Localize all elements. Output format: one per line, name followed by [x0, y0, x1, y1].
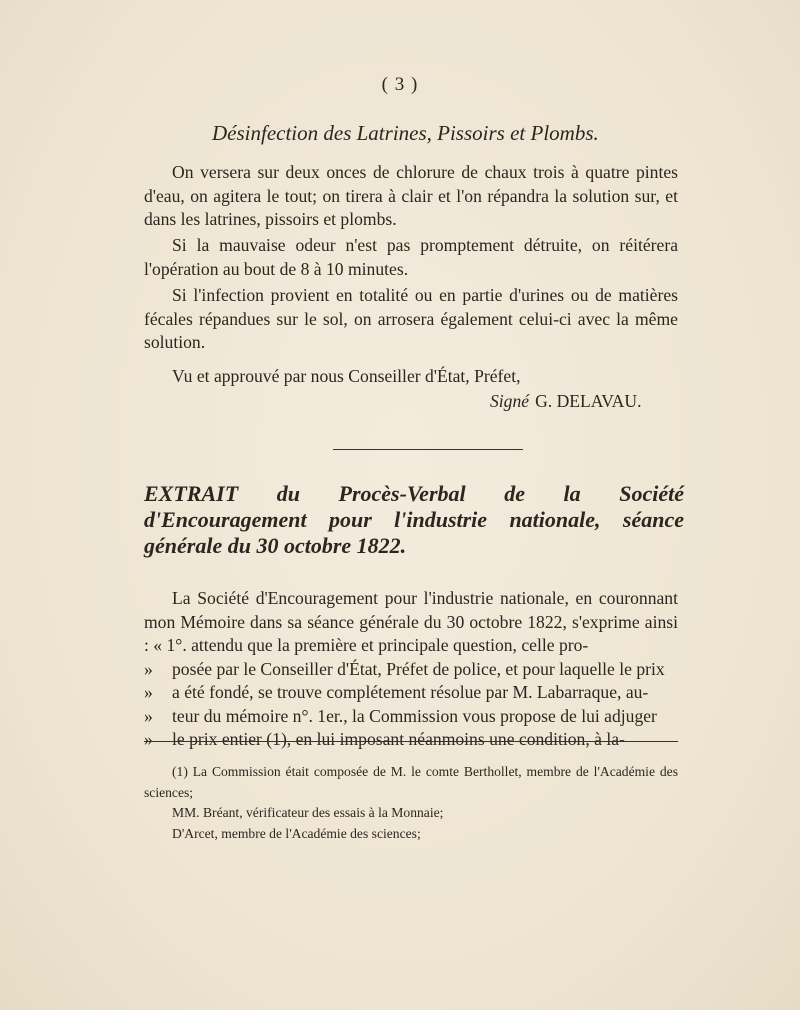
quote-line-3: » teur du mémoire n°. 1er., la Commission vous propose de lui adjuger — [144, 705, 678, 729]
signature-label: Signé — [490, 391, 530, 411]
footnote-1: (1) La Commission était composée de M. le comte Berthollet, membre de l'Académie des sciences; — [144, 764, 678, 800]
paragraph-4 — [144, 587, 678, 752]
footnote-3: D'Arcet, membre de l'Académie des sciences; — [172, 826, 421, 841]
footnote-divider — [144, 741, 678, 742]
paragraph-4-lead: La Société d'Encouragement pour l'industrie nationale, en couronnant mon Mémoire dans sa séance générale du 30 octobre 1822, s'exprime ainsi : « 1°. attendu que la première et principale question, celle pro- — [144, 588, 678, 655]
paragraph-3: Si l'infection provient en totalité ou en partie d'urines ou de matières fécales répandues sur le sol, on arrosera également celui-ci avec la même solution. — [144, 285, 678, 352]
signature-name: G. DELAVAU. — [535, 391, 642, 411]
paragraph-2: Si la mauvaise odeur n'est pas promptement détruite, on réitérera l'opération au bout de 8 à 10 minutes. — [144, 235, 678, 279]
paragraph-1: On versera sur deux onces de chlorure de chaux trois à quatre pintes d'eau, on agitera le tout; on tirera à clair et l'on répandra la solution sur, et dans les latrines, pissoirs et plombs. — [144, 162, 678, 229]
quote-line-2: » a été fondé, se trouve complétement résolue par M. Labarraque, au- — [144, 681, 678, 705]
section-title-extract: EXTRAIT du Procès-Verbal de la Société d'Encouragement pour l'industrie nationale, séance générale du 30 octobre 1822. — [144, 481, 684, 558]
approval-line: Vu et approuvé par nous Conseiller d'État, Préfet, — [172, 366, 521, 386]
page-number: ( 3 ) — [381, 74, 419, 95]
section-divider — [333, 449, 523, 450]
footnote-2: MM. Bréant, vérificateur des essais à la Monnaie; — [172, 805, 444, 820]
quote-line-1: » posée par le Conseiller d'État, Préfet de police, et pour laquelle le prix — [144, 658, 678, 682]
section-title-disinfection: Désinfection des Latrines, Pissoirs et Plombs. — [212, 121, 599, 145]
signature-line — [490, 391, 641, 412]
quote-line-4: » le prix entier (1), en lui imposant néanmoins une condition, à la- — [144, 728, 678, 752]
